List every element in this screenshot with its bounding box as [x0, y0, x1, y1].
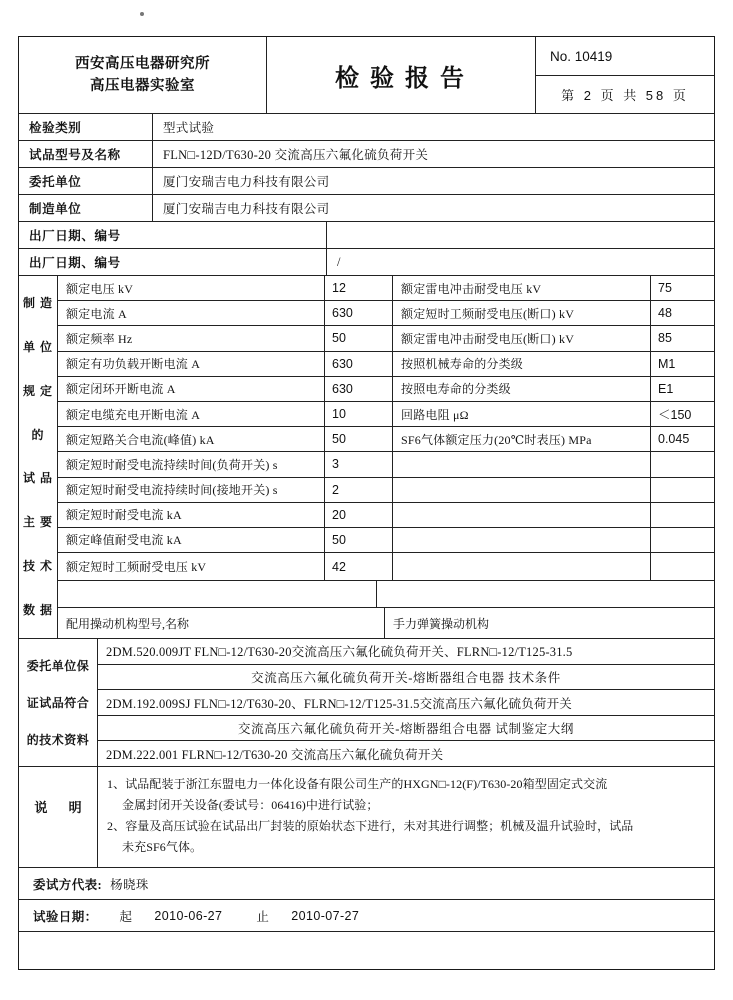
documents-side-label-line: 的技术资料 [26, 733, 90, 748]
info-label: 出厂日期、编号 [19, 222, 327, 248]
spec-row [58, 377, 714, 402]
spec-primary-value: 20 [325, 503, 393, 527]
info-label: 出厂日期、编号 [19, 249, 327, 275]
spec-row [58, 326, 714, 351]
spec-primary-label: 额定频率 Hz [58, 326, 325, 350]
spec-secondary-label: SF6气体额定压力(20℃时表压) MPa [393, 427, 651, 451]
info-value: / [337, 254, 341, 269]
spec-primary-label: 额定短路关合电流(峰值) kA [58, 427, 325, 451]
info-value: 厦门安瑞吉电力科技有限公司 [163, 175, 330, 189]
spec-primary-value: 50 [325, 528, 393, 552]
spec-primary-label: 额定闭环开断电流 A [58, 377, 325, 401]
spec-secondary-value [651, 478, 714, 502]
spec-secondary-value: E1 [658, 381, 674, 396]
spec-primary-value: 10 [325, 402, 393, 426]
mechanism-label: 配用操动机构型号,名称 [58, 608, 385, 638]
spec-primary-label: 额定短时耐受电流持续时间(接地开关) s [58, 478, 325, 502]
document-row: 2DM.520.009JT FLN□-12/T630-20交流高压六氟化硫负荷开关、FLRN□-12/T125-31.5 [98, 639, 714, 665]
note-item [107, 816, 704, 858]
info-label: 试品型号及名称 [19, 141, 153, 167]
spec-primary-label: 额定峰值耐受电流 kA [58, 528, 325, 552]
spec-secondary-label [393, 503, 651, 527]
spec-primary-label: 额定有功负载开断电流 A [58, 352, 325, 376]
info-row-model-name [19, 141, 714, 168]
info-label: 委托单位 [19, 168, 153, 194]
spec-primary-value: 50 [325, 427, 393, 451]
side-label-char: 试 品 [22, 471, 53, 486]
info-label: 检验类别 [19, 114, 153, 140]
info-row-client [19, 168, 714, 195]
spec-secondary-value: M1 [658, 356, 676, 371]
spec-secondary-label: 额定短时工频耐受电压(断口) kV [393, 301, 651, 325]
info-value: 厦门安瑞吉电力科技有限公司 [163, 202, 330, 216]
specification-section [19, 276, 714, 639]
note-line: 未充SF6气体。 [122, 840, 203, 855]
spec-row [58, 301, 714, 326]
spec-primary-value: 3 [325, 452, 393, 476]
spec-row [58, 478, 714, 503]
test-date-label: 试验日期： [33, 909, 98, 924]
spec-primary-value: 50 [325, 326, 393, 350]
side-label-char: 的 [31, 427, 45, 442]
specification-table [58, 276, 714, 638]
report-number: No. 10419 [536, 37, 714, 76]
spec-primary-value: 2 [325, 478, 393, 502]
spec-secondary-value [651, 452, 714, 476]
end-date-value: 2010-07-27 [291, 908, 360, 923]
test-date-row [19, 900, 714, 932]
side-label-char: 制 造 [22, 296, 53, 311]
report-number-block [535, 37, 714, 113]
specification-side-label [19, 276, 58, 638]
spec-primary-label: 额定短时耐受电流持续时间(负荷开关) s [58, 452, 325, 476]
footer-blank-area [19, 932, 714, 969]
documents-side-label-line: 证试品符合 [26, 696, 90, 711]
spec-primary-value: 630 [325, 301, 393, 325]
technical-documents-section [19, 639, 714, 767]
spec-row [58, 276, 714, 301]
side-label-char: 规 定 [22, 383, 53, 398]
end-date-marker: 止 [256, 909, 270, 924]
spec-secondary-value: 75 [658, 281, 672, 296]
report-page [18, 36, 715, 970]
info-label: 制造单位 [19, 195, 153, 221]
spec-row [58, 352, 714, 377]
spec-primary-label: 额定短时耐受电流 kA [58, 503, 325, 527]
info-row-manufacturer [19, 195, 714, 222]
info-value [327, 222, 714, 248]
spec-secondary-value: ＜150 [658, 408, 692, 423]
start-date-value: 2010-06-27 [154, 908, 223, 923]
info-row-inspection-category [19, 114, 714, 141]
note-line: 1、试品配装于浙江东盟电力一体化设备有限公司生产的HXGN□-12(F)/T630-20箱型固定式交流 [107, 777, 608, 792]
spec-primary-label: 额定电流 A [58, 301, 325, 325]
side-label-char: 主 要 [22, 515, 53, 530]
representative-value: 杨晓珠 [110, 877, 149, 892]
notes-section [19, 767, 714, 868]
spec-secondary-value [651, 503, 714, 527]
spec-secondary-label: 额定雷电冲击耐受电压 kV [393, 276, 651, 300]
page-indicator: 第 2 页 共 58 页 [561, 88, 689, 103]
side-label-char: 单 位 [22, 340, 53, 355]
notes-body [98, 767, 714, 867]
document-row: 2DM.192.009SJ FLN□-12/T630-20、FLRN□-12/T125-31.5交流高压六氟化硫负荷开关 [98, 690, 714, 716]
spec-secondary-value: 85 [658, 331, 672, 346]
start-date-marker: 起 [119, 909, 133, 924]
spec-secondary-label: 额定雷电冲击耐受电压(断口) kV [393, 326, 651, 350]
document-row: 交流高压六氟化硫负荷开关-熔断器组合电器 技术条件 [98, 665, 714, 691]
info-value: 型式试验 [163, 121, 215, 135]
representative-row [19, 868, 714, 900]
document-row: 交流高压六氟化硫负荷开关-熔断器组合电器 试制鉴定大纲 [98, 716, 714, 742]
notes-label: 说 明 [19, 767, 98, 867]
organization-line-1: 西安高压电器研究所 [75, 55, 210, 72]
spec-empty-row [58, 581, 714, 608]
page-speck [140, 12, 144, 16]
spec-row [58, 553, 714, 581]
spec-row [58, 427, 714, 452]
spec-row [58, 528, 714, 553]
info-row-manufacture-date-1 [19, 222, 714, 249]
report-header [19, 37, 714, 114]
spec-empty-cell-left [58, 581, 377, 607]
spec-secondary-label: 按照电寿命的分类级 [393, 377, 651, 401]
spec-secondary-label: 回路电阻 μΩ [393, 402, 651, 426]
spec-empty-cell-right [377, 581, 714, 607]
spec-secondary-label [393, 553, 651, 580]
spec-row [58, 503, 714, 528]
spec-primary-value: 630 [325, 352, 393, 376]
documents-list [98, 639, 714, 766]
spec-secondary-label [393, 478, 651, 502]
note-item [107, 774, 704, 816]
spec-secondary-value: 0.045 [658, 432, 690, 447]
mechanism-value: 手力弹簧操动机构 [393, 616, 490, 631]
note-line: 2、容量及高压试验在试品出厂封装的原始状态下进行，未对其进行调整；机械及温升试验时，试品 [107, 819, 634, 834]
info-value: FLN□-12D/T630-20 交流高压六氟化硫负荷开关 [163, 148, 429, 162]
spec-secondary-label: 按照机械寿命的分类级 [393, 352, 651, 376]
spec-row [58, 452, 714, 477]
issuing-organization [19, 37, 266, 113]
spec-secondary-label [393, 452, 651, 476]
spec-secondary-label [393, 528, 651, 552]
organization-line-2: 高压电器实验室 [90, 78, 195, 94]
spec-primary-value: 12 [325, 276, 393, 300]
spec-secondary-value: 48 [658, 306, 672, 321]
note-line: 金属封闭开关设备(委试号：06416)中进行试验； [122, 798, 379, 813]
spec-primary-label: 额定电压 kV [58, 276, 325, 300]
representative-label: 委试方代表: [33, 877, 103, 892]
mechanism-row [58, 608, 714, 638]
documents-side-label-line: 委托单位保 [26, 659, 90, 674]
spec-primary-value: 630 [325, 377, 393, 401]
spec-primary-label: 额定电缆充电开断电流 A [58, 402, 325, 426]
documents-side-label [19, 639, 98, 766]
info-section [19, 114, 714, 276]
spec-secondary-value [651, 553, 714, 580]
side-label-char: 数 据 [22, 602, 53, 617]
info-row-manufacture-date-2 [19, 249, 714, 276]
report-title: 检验报告 [266, 37, 535, 113]
spec-primary-label: 额定短时工频耐受电压 kV [58, 553, 325, 580]
document-row: 2DM.222.001 FLRN□-12/T630-20 交流高压六氟化硫负荷开关 [106, 747, 444, 762]
spec-secondary-value [651, 528, 714, 552]
spec-row [58, 402, 714, 427]
spec-primary-value: 42 [325, 553, 393, 580]
side-label-char: 技 术 [22, 558, 53, 573]
